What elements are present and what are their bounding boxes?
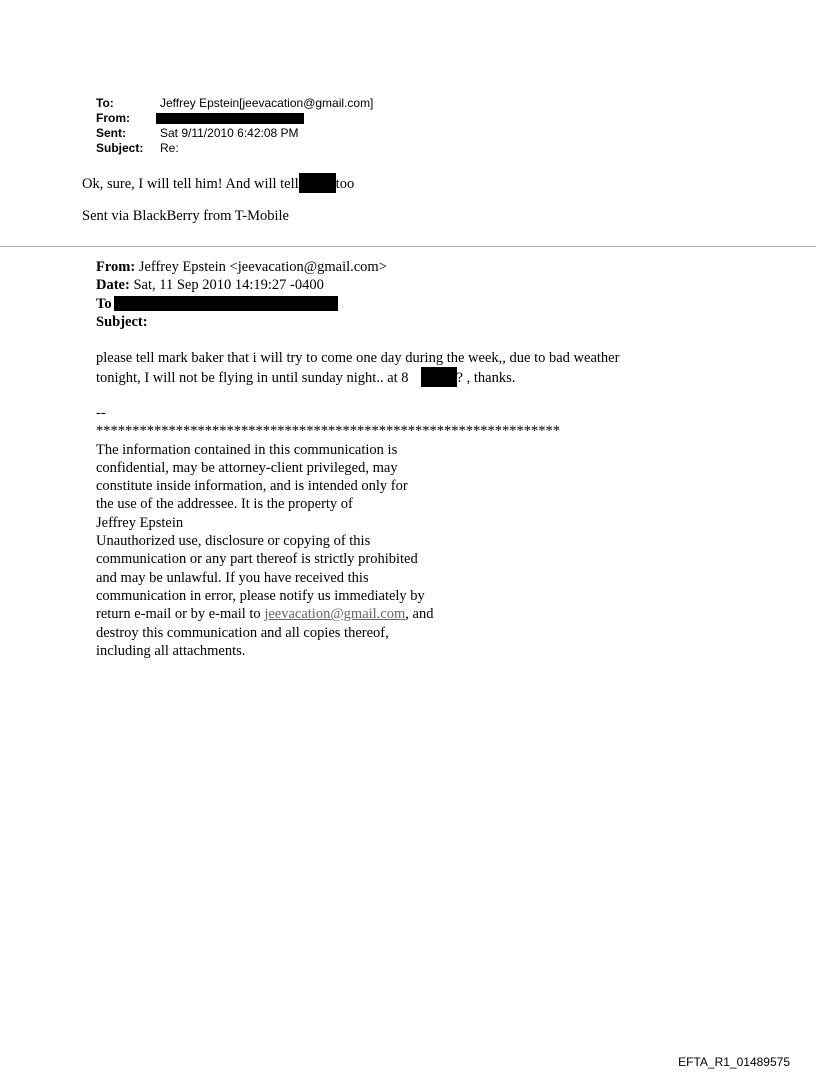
disclaimer xyxy=(96,404,560,660)
message-divider xyxy=(0,246,816,247)
separator-stars: **************************************************************** xyxy=(96,423,560,440)
disclaimer-line: communication in error, please notify us immediately by xyxy=(96,587,425,604)
disclaimer-text: , and xyxy=(405,606,434,623)
body-text-part1: Ok, sure, I will tell him! And will tell xyxy=(82,176,299,192)
disclaimer-line: The information contained in this communication is xyxy=(96,441,398,458)
subject-label: Subject: xyxy=(96,313,148,330)
subject-value: Re: xyxy=(160,141,179,155)
disclaimer-line: destroy this communication and all copies thereof, xyxy=(96,624,389,641)
disclaimer-line: Unauthorized use, disclosure or copying of this xyxy=(96,533,371,550)
to-value: Jeffrey Epstein[jeevacation@gmail.com] xyxy=(160,96,374,110)
message2-header xyxy=(96,258,387,331)
body-line: please tell mark baker that i will try to come one day during the week,, due to bad weather xyxy=(96,350,620,366)
date-row xyxy=(96,276,387,294)
disclaimer-line: confidential, may be attorney-client privileged, may xyxy=(96,459,398,476)
disclaimer-text: return e-mail or by e-mail to xyxy=(96,606,265,623)
disclaimer-line xyxy=(96,605,560,623)
subject-row xyxy=(96,313,387,331)
email-link[interactable]: jeevacation@gmail.com xyxy=(264,606,406,623)
disclaimer-line: the use of the addressee. It is the property of xyxy=(96,496,353,513)
to-label: To: xyxy=(96,96,114,110)
sent-label: Sent: xyxy=(96,126,126,140)
disclaimer-line: Jeffrey Epstein xyxy=(96,514,184,531)
date-value: Sat, 11 Sep 2010 14:19:27 -0400 xyxy=(133,277,324,294)
sent-value: Sat 9/11/2010 6:42:08 PM xyxy=(160,126,299,140)
from-label: From: xyxy=(96,111,130,125)
body-text-part1: tonight, I will not be flying in until sunday night.. at 8 xyxy=(96,370,409,387)
subject-row xyxy=(96,141,373,156)
sent-row xyxy=(96,126,373,141)
body-line xyxy=(96,367,619,387)
message1-header xyxy=(96,96,373,156)
to-row xyxy=(96,295,387,313)
subject-label: Subject: xyxy=(96,141,144,155)
signature-dashes: -- xyxy=(96,405,106,421)
message1-body xyxy=(82,173,354,193)
body-text-part2: too xyxy=(335,176,355,192)
from-label: From: xyxy=(96,259,136,275)
from-row xyxy=(96,258,387,276)
disclaimer-line: constitute inside information, and is intended only for xyxy=(96,478,408,495)
redaction-box xyxy=(299,173,336,193)
disclaimer-line: communication or any part thereof is strictly prohibited xyxy=(96,551,418,568)
body-text-part2: ? , thanks. xyxy=(456,370,516,387)
redaction-box xyxy=(421,367,457,387)
message1-signature: Sent via BlackBerry from T-Mobile xyxy=(82,208,289,224)
document-id: EFTA_R1_01489575 xyxy=(678,1055,790,1069)
message2-body xyxy=(96,349,619,388)
date-label: Date: xyxy=(96,277,130,294)
to-label: To xyxy=(96,295,112,312)
redaction-box xyxy=(114,296,338,311)
from-row xyxy=(96,111,373,126)
from-value: Jeffrey Epstein <jeevacation@gmail.com> xyxy=(138,259,387,275)
disclaimer-line: and may be unlawful. If you have received this xyxy=(96,569,369,586)
disclaimer-line: including all attachments. xyxy=(96,642,246,659)
to-row xyxy=(96,96,373,111)
redaction-box xyxy=(156,113,304,124)
